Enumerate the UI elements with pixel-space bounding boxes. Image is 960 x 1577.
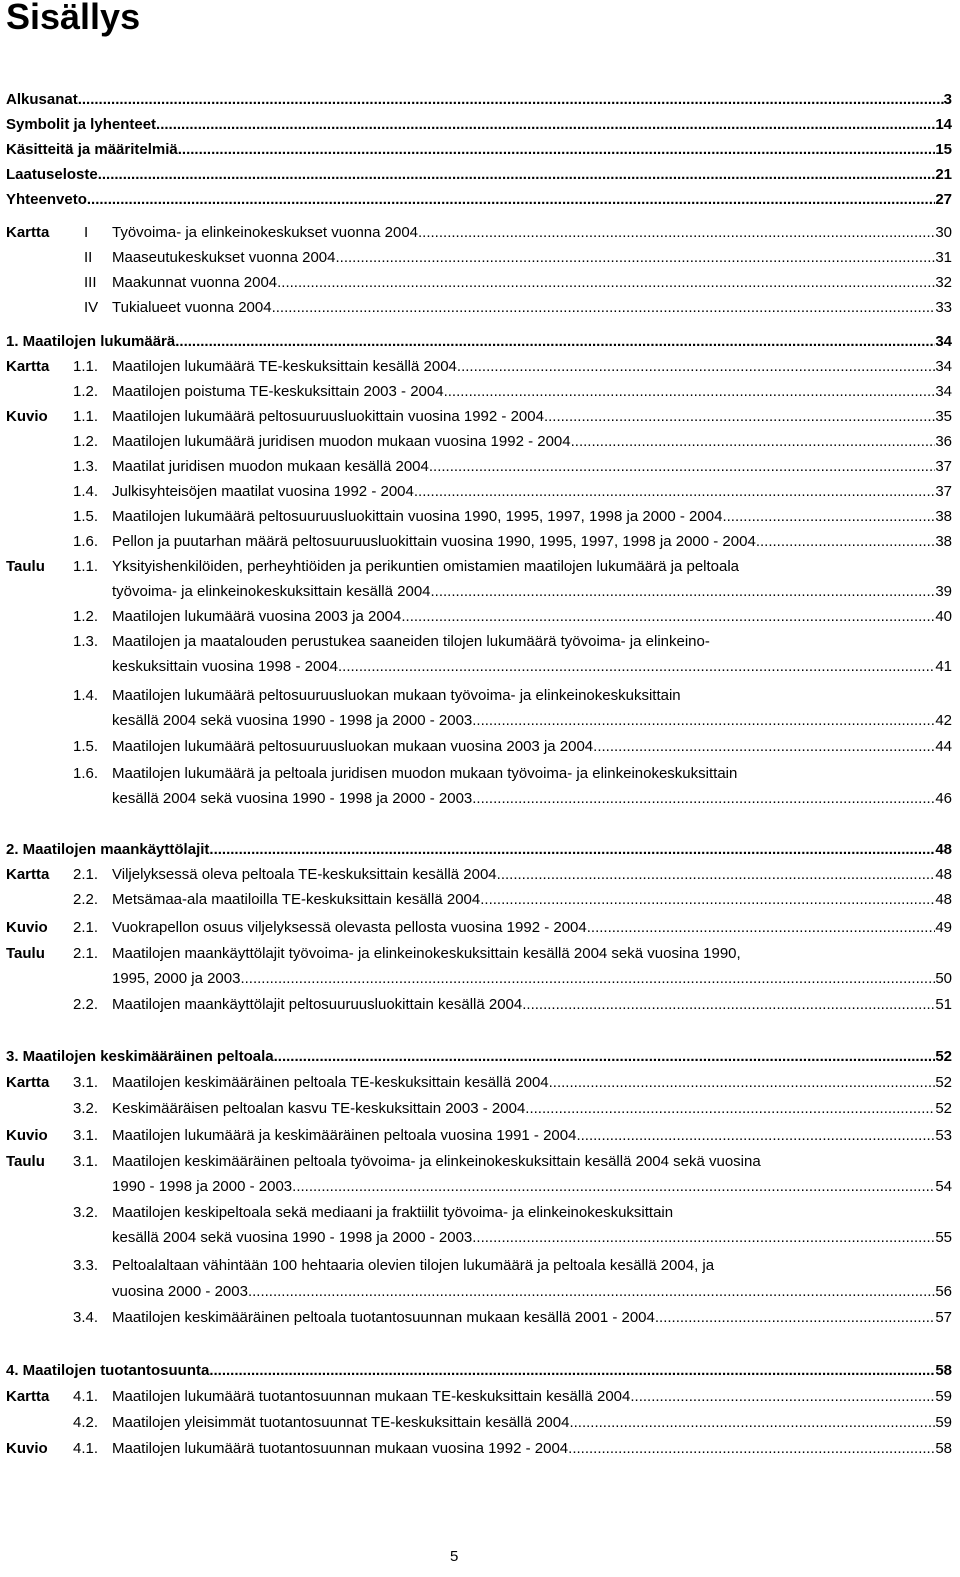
toc-entry-title: Maatilojen keskimääräinen peltoala TE-keskuksittain kesällä 2004 bbox=[112, 1074, 549, 1091]
toc-category: Kartta bbox=[6, 224, 50, 241]
dot-leader bbox=[178, 138, 936, 162]
toc-entry[interactable] bbox=[6, 762, 952, 786]
toc-entry[interactable] bbox=[6, 1175, 952, 1199]
toc-entry-line bbox=[112, 1097, 952, 1121]
toc-category: Taulu bbox=[6, 1153, 45, 1170]
toc-entry[interactable] bbox=[6, 505, 952, 529]
toc-entry[interactable] bbox=[6, 655, 952, 679]
toc-page-number: 41 bbox=[935, 658, 952, 675]
toc-entry-number: 2.2. bbox=[73, 891, 99, 908]
toc-entry[interactable] bbox=[6, 1150, 952, 1174]
toc-entry[interactable] bbox=[6, 330, 952, 354]
toc-page-number: 35 bbox=[935, 408, 952, 425]
toc-entry-title: Maakunnat vuonna 2004 bbox=[112, 274, 278, 291]
toc-entry-number: 3.1. bbox=[73, 1127, 99, 1144]
toc-entry-title: Maatilojen lukumäärä vuosina 2003 ja 2004 bbox=[112, 608, 402, 625]
toc-entry[interactable] bbox=[6, 1385, 952, 1409]
toc-category: Kuvio bbox=[6, 919, 48, 936]
toc-page-number: 37 bbox=[935, 458, 952, 475]
toc-entry-title: Metsämaa-ala maatiloilla TE-keskuksittain kesällä 2004 bbox=[112, 891, 481, 908]
toc-entry[interactable] bbox=[6, 888, 952, 912]
toc-entry[interactable] bbox=[6, 967, 952, 991]
toc-entry-number: III bbox=[84, 274, 97, 291]
toc-entry-title: 3. Maatilojen keskimääräinen peltoala bbox=[6, 1048, 274, 1065]
toc-page-number: 48 bbox=[935, 866, 952, 883]
toc-entry-title: Tukialueet vuonna 2004 bbox=[112, 299, 272, 316]
toc-entry-number: I bbox=[84, 224, 89, 241]
toc-entry-number: 1.4. bbox=[73, 483, 99, 500]
dot-leader bbox=[277, 271, 935, 295]
toc-page-number: 48 bbox=[935, 891, 952, 908]
toc-entry-title: Maatilojen keskipeltoala sekä mediaani ja fraktiilit työvoima- ja elinkeinokeskuksittain bbox=[112, 1204, 674, 1221]
dot-leader bbox=[576, 1124, 935, 1148]
toc-page-number: 34 bbox=[935, 358, 952, 375]
toc-entry[interactable] bbox=[6, 942, 952, 966]
dot-leader bbox=[630, 1385, 935, 1409]
toc-entry[interactable] bbox=[6, 271, 952, 295]
dot-leader bbox=[593, 735, 935, 759]
toc-entry[interactable] bbox=[6, 480, 952, 504]
toc-entry-line bbox=[112, 246, 952, 270]
toc-entry-number: 2.2. bbox=[73, 996, 99, 1013]
dot-leader bbox=[722, 505, 935, 529]
toc-page-number: 58 bbox=[935, 1362, 952, 1379]
toc-entry-line bbox=[112, 405, 952, 429]
toc-entry[interactable] bbox=[6, 113, 952, 137]
toc-entry-number: 4.1. bbox=[73, 1388, 99, 1405]
toc-entry-title: Alkusanat bbox=[6, 91, 78, 108]
toc-entry-line bbox=[112, 296, 952, 320]
toc-entry-line bbox=[112, 1226, 952, 1250]
toc-entry[interactable] bbox=[6, 1124, 952, 1148]
toc-entry-number: 1.3. bbox=[73, 458, 99, 475]
toc-entry-title: Julkisyhteisöjen maatilat vuosina 1992 - 2004 bbox=[112, 483, 414, 500]
toc-category: Kartta bbox=[6, 866, 50, 883]
toc-page-number: 33 bbox=[935, 299, 952, 316]
toc-entry-number: 2.1. bbox=[73, 866, 99, 883]
toc-entry-title: Peltoalaltaan vähintään 100 hehtaaria olevien tilojen lukumäärä ja peltoala kesällä 2004, ja bbox=[112, 1257, 715, 1274]
dot-leader bbox=[480, 888, 935, 912]
dot-leader bbox=[335, 246, 935, 270]
toc-entry-title: 1990 - 1998 ja 2000 - 2003 bbox=[112, 1178, 293, 1195]
toc-entry-line bbox=[6, 188, 952, 212]
dot-leader bbox=[472, 1226, 935, 1250]
toc-page-number: 14 bbox=[935, 116, 952, 133]
page-title: Sisällys bbox=[6, 0, 141, 37]
toc-entry[interactable] bbox=[6, 455, 952, 479]
toc-entry-line bbox=[112, 430, 952, 454]
toc-page-number: 31 bbox=[935, 249, 952, 266]
toc-page-number: 52 bbox=[935, 1048, 952, 1065]
toc-entry[interactable] bbox=[6, 221, 952, 245]
dot-leader bbox=[274, 1045, 936, 1069]
toc-entry-line bbox=[112, 505, 952, 529]
toc-entry-line bbox=[6, 163, 952, 187]
toc-entry[interactable] bbox=[6, 1254, 952, 1278]
toc-entry[interactable] bbox=[6, 1437, 952, 1461]
toc-entry[interactable] bbox=[6, 1411, 952, 1435]
toc-page-number: 52 bbox=[935, 1074, 952, 1091]
toc-entry-number: II bbox=[84, 249, 93, 266]
toc-entry[interactable] bbox=[6, 863, 952, 887]
toc-entry-number: 3.1. bbox=[73, 1153, 99, 1170]
dot-leader bbox=[156, 113, 935, 137]
toc-page-number: 3 bbox=[943, 91, 952, 108]
toc-page-number: 36 bbox=[935, 433, 952, 450]
toc-entry-title: Maatilojen lukumäärä ja peltoala juridisen muodon mukaan työvoima- ja elinkeinokeskuksittain bbox=[112, 765, 738, 782]
dot-leader bbox=[209, 838, 935, 862]
toc-entry-title: Työvoima- ja elinkeinokeskukset vuonna 2004 bbox=[112, 224, 419, 241]
toc-entry-title: Maatilojen lukumäärä peltosuuruusluokittain vuosina 1990, 1995, 1997, 1998 ja 2000 - 2004 bbox=[112, 508, 723, 525]
toc-entry-line bbox=[112, 221, 952, 245]
dot-leader bbox=[338, 655, 935, 679]
toc-page-number: 48 bbox=[935, 841, 952, 858]
dot-leader bbox=[175, 330, 935, 354]
toc-category: Kartta bbox=[6, 1388, 50, 1405]
toc-entry-title: Yksityishenkilöiden, perheyhtiöiden ja perikuntien omistamien maatilojen lukumäärä ja peltoala bbox=[112, 558, 740, 575]
toc-entry-number: 1.2. bbox=[73, 383, 99, 400]
dot-leader bbox=[525, 1097, 935, 1121]
toc-entry-number: 3.1. bbox=[73, 1074, 99, 1091]
toc-entry[interactable] bbox=[6, 735, 952, 759]
toc-page-number: 27 bbox=[935, 191, 952, 208]
toc-entry-title: Maatilojen lukumäärä peltosuuruusluokan mukaan työvoima- ja elinkeinokeskuksittain bbox=[112, 687, 681, 704]
toc-entry-title: Maaseutukeskukset vuonna 2004 bbox=[112, 249, 336, 266]
toc-entry-line bbox=[112, 863, 952, 887]
toc-entry[interactable] bbox=[6, 1071, 952, 1095]
toc-page-number: 39 bbox=[935, 583, 952, 600]
toc-entry[interactable] bbox=[6, 355, 952, 379]
toc-page-number: 49 bbox=[935, 919, 952, 936]
dot-leader bbox=[292, 1175, 935, 1199]
toc-entry-line bbox=[6, 1359, 952, 1383]
toc-entry-title: kesällä 2004 sekä vuosina 1990 - 1998 ja 2000 - 2003 bbox=[112, 712, 473, 729]
toc-entry-title: Symbolit ja lyhenteet bbox=[6, 116, 157, 133]
toc-category: Taulu bbox=[6, 945, 45, 962]
toc-entry-title: Laatuseloste bbox=[6, 166, 98, 183]
toc-entry-number: 1.2. bbox=[73, 433, 99, 450]
toc-entry[interactable] bbox=[6, 1226, 952, 1250]
toc-entry[interactable] bbox=[6, 709, 952, 733]
toc-entry-title: kesällä 2004 sekä vuosina 1990 - 1998 ja 2000 - 2003 bbox=[112, 1229, 473, 1246]
toc-entry-line bbox=[112, 967, 952, 991]
dot-leader bbox=[418, 221, 935, 245]
toc-entry-title: vuosina 2000 - 2003 bbox=[112, 1283, 248, 1300]
toc-entry-line bbox=[112, 1280, 952, 1304]
toc-entry-number: 3.3. bbox=[73, 1257, 99, 1274]
toc-page-number: 57 bbox=[935, 1309, 952, 1326]
toc-entry-title: keskuksittain vuosina 1998 - 2004 bbox=[112, 658, 338, 675]
toc-page-number: 46 bbox=[935, 790, 952, 807]
toc-entry[interactable] bbox=[6, 580, 952, 604]
toc-entry-number: 1.1. bbox=[73, 408, 99, 425]
toc-entry-number: 1.6. bbox=[73, 765, 99, 782]
dot-leader bbox=[472, 787, 935, 811]
toc-entry-number: 1.1. bbox=[73, 358, 99, 375]
toc-page-number: 55 bbox=[935, 1229, 952, 1246]
dot-leader bbox=[544, 405, 935, 429]
toc-entry-title: 1995, 2000 ja 2003 bbox=[112, 970, 241, 987]
toc-page-number: 15 bbox=[935, 141, 952, 158]
toc-entry-title: Maatilojen lukumäärä peltosuuruusluokan mukaan vuosina 2003 ja 2004 bbox=[112, 738, 594, 755]
toc-entry-line bbox=[112, 271, 952, 295]
toc-entry-line bbox=[112, 1437, 952, 1461]
toc-entry-title: Käsitteitä ja määritelmiä bbox=[6, 141, 178, 158]
toc-entry-line bbox=[112, 993, 952, 1017]
toc-entry-line bbox=[112, 888, 952, 912]
toc-page-number: 34 bbox=[935, 383, 952, 400]
toc-entry-title: Maatilojen ja maatalouden perustukea saaneiden tilojen lukumäärä työvoima- ja elinkeino- bbox=[112, 633, 710, 650]
toc-entry-title: Yhteenveto bbox=[6, 191, 87, 208]
toc-entry-title: Maatilojen lukumäärä tuotantosuunnan mukaan vuosina 1992 - 2004 bbox=[112, 1440, 569, 1457]
toc-category: Kuvio bbox=[6, 1127, 48, 1144]
toc-entry-number: 2.1. bbox=[73, 945, 99, 962]
toc-entry-number: 1.6. bbox=[73, 533, 99, 550]
toc-page-number: 44 bbox=[935, 738, 952, 755]
toc-entry-line bbox=[112, 1071, 952, 1095]
toc-page-number: 32 bbox=[935, 274, 952, 291]
toc-page-number: 50 bbox=[935, 970, 952, 987]
toc-page-number: 54 bbox=[935, 1178, 952, 1195]
dot-leader bbox=[429, 455, 935, 479]
toc-page-number: 53 bbox=[935, 1127, 952, 1144]
toc-entry-line bbox=[6, 838, 952, 862]
toc-entry-number: 3.2. bbox=[73, 1204, 99, 1221]
toc-entry-title: Maatilojen keskimääräinen peltoala työvoima- ja elinkeinokeskuksittain kesällä 2004 sekä vuosina bbox=[112, 1153, 761, 1170]
dot-leader bbox=[431, 580, 936, 604]
dot-leader bbox=[587, 916, 936, 940]
toc-entry[interactable] bbox=[6, 430, 952, 454]
toc-page-number: 38 bbox=[935, 533, 952, 550]
toc-entry-number: 1.5. bbox=[73, 508, 99, 525]
toc-entry[interactable] bbox=[6, 1201, 952, 1225]
dot-leader bbox=[401, 605, 935, 629]
dot-leader bbox=[568, 1437, 935, 1461]
toc-entry[interactable] bbox=[6, 605, 952, 629]
toc-entry[interactable] bbox=[6, 246, 952, 270]
toc-entry[interactable] bbox=[6, 296, 952, 320]
toc-entry[interactable] bbox=[6, 405, 952, 429]
toc-entry[interactable] bbox=[6, 1097, 952, 1121]
toc-entry-line bbox=[112, 1175, 952, 1199]
toc-entry-number: 1.2. bbox=[73, 608, 99, 625]
toc-page-number: 59 bbox=[935, 1414, 952, 1431]
dot-leader bbox=[240, 967, 935, 991]
toc-entry-title: Maatilojen lukumäärä peltosuuruusluokittain vuosina 1992 - 2004 bbox=[112, 408, 544, 425]
toc-entry-line bbox=[6, 113, 952, 137]
toc-entry-title: Maatilojen keskimääräinen peltoala tuotantosuunnan mukaan kesällä 2001 - 2004 bbox=[112, 1309, 655, 1326]
toc-entry-title: Vuokrapellon osuus viljelyksessä olevasta pellosta vuosina 1992 - 2004 bbox=[112, 919, 587, 936]
toc-page-number: 59 bbox=[935, 1388, 952, 1405]
toc-entry-number: 4.1. bbox=[73, 1440, 99, 1457]
toc-page-number: 42 bbox=[935, 712, 952, 729]
toc-entry-line bbox=[6, 330, 952, 354]
dot-leader bbox=[272, 296, 936, 320]
toc-entry-number: 3.4. bbox=[73, 1309, 99, 1326]
toc-page-number: 52 bbox=[935, 1100, 952, 1117]
toc-entry-line bbox=[112, 1124, 952, 1148]
toc-entry-line bbox=[112, 455, 952, 479]
dot-leader bbox=[248, 1280, 935, 1304]
toc-page-number: 40 bbox=[935, 608, 952, 625]
toc-entry-title: 1. Maatilojen lukumäärä bbox=[6, 333, 176, 350]
toc-entry[interactable] bbox=[6, 684, 952, 708]
toc-entry-line bbox=[6, 88, 952, 112]
toc-entry[interactable] bbox=[6, 838, 952, 862]
dot-leader bbox=[655, 1306, 935, 1330]
toc-page-number: 30 bbox=[935, 224, 952, 241]
toc-entry[interactable] bbox=[6, 138, 952, 162]
toc-entry-title: Maatilojen lukumäärä tuotantosuunnan mukaan TE-keskuksittain kesällä 2004 bbox=[112, 1388, 631, 1405]
dot-leader bbox=[98, 163, 936, 187]
dot-leader bbox=[87, 188, 935, 212]
toc-entry-title: kesällä 2004 sekä vuosina 1990 - 1998 ja 2000 - 2003 bbox=[112, 790, 473, 807]
toc-entry[interactable] bbox=[6, 630, 952, 654]
toc-entry[interactable] bbox=[6, 1045, 952, 1069]
toc-entry-line bbox=[112, 1306, 952, 1330]
toc-entry-number: 2.1. bbox=[73, 919, 99, 936]
toc-entry-line bbox=[112, 355, 952, 379]
toc-category: Kuvio bbox=[6, 1440, 48, 1457]
toc-entry-line bbox=[112, 916, 952, 940]
toc-page-number: 37 bbox=[935, 483, 952, 500]
toc-entry-line bbox=[112, 580, 952, 604]
toc-entry-line bbox=[112, 380, 952, 404]
toc-entry-title: Maatilojen lukumäärä ja keskimääräinen peltoala vuosina 1991 - 2004 bbox=[112, 1127, 577, 1144]
toc-page-number: 58 bbox=[935, 1440, 952, 1457]
toc-entry[interactable] bbox=[6, 530, 952, 554]
toc-entry-line bbox=[6, 138, 952, 162]
toc-entry[interactable] bbox=[6, 188, 952, 212]
toc-entry-line bbox=[112, 787, 952, 811]
toc-entry-line bbox=[112, 709, 952, 733]
dot-leader bbox=[472, 709, 935, 733]
toc-entry-number: IV bbox=[84, 299, 99, 316]
toc-category: Kartta bbox=[6, 358, 50, 375]
toc-entry-title: Pellon ja puutarhan määrä peltosuuruusluokittain vuosina 1990, 1995, 1997, 1998 ja 2000 - 2004 bbox=[112, 533, 756, 550]
toc-entry-line bbox=[6, 1045, 952, 1069]
dot-leader bbox=[78, 88, 944, 112]
dot-leader bbox=[457, 355, 935, 379]
dot-leader bbox=[209, 1359, 935, 1383]
toc-entry[interactable] bbox=[6, 163, 952, 187]
toc-entry-number: 1.3. bbox=[73, 633, 99, 650]
page-number: 5 bbox=[450, 1548, 459, 1565]
toc-entry-number: 1.1. bbox=[73, 558, 99, 575]
dot-leader bbox=[571, 430, 936, 454]
toc-entry[interactable] bbox=[6, 1306, 952, 1330]
toc-page-number: 56 bbox=[935, 1283, 952, 1300]
toc-entry-title: Maatilojen lukumäärä TE-keskuksittain kesällä 2004 bbox=[112, 358, 457, 375]
toc-entry[interactable] bbox=[6, 380, 952, 404]
toc-category: Kuvio bbox=[6, 408, 48, 425]
toc-entry-line bbox=[112, 530, 952, 554]
toc-entry-number: 4.2. bbox=[73, 1414, 99, 1431]
toc-entry[interactable] bbox=[6, 993, 952, 1017]
toc-entry-title: Maatilojen yleisimmät tuotantosuunnat TE-keskuksittain kesällä 2004 bbox=[112, 1414, 570, 1431]
toc-entry-line bbox=[112, 480, 952, 504]
toc-entry-title: Maatilojen lukumäärä juridisen muodon mukaan vuosina 1992 - 2004 bbox=[112, 433, 571, 450]
toc-entry-number: 1.4. bbox=[73, 687, 99, 704]
toc-entry-title: Maatilojen maankäyttölajit peltosuuruusluokittain kesällä 2004 bbox=[112, 996, 523, 1013]
toc-entry-title: Viljelyksessä oleva peltoala TE-keskuksittain kesällä 2004 bbox=[112, 866, 497, 883]
dot-leader bbox=[569, 1411, 935, 1435]
dot-leader bbox=[756, 530, 936, 554]
toc-entry[interactable] bbox=[6, 916, 952, 940]
toc-category: Taulu bbox=[6, 558, 45, 575]
toc-entry[interactable] bbox=[6, 787, 952, 811]
dot-leader bbox=[414, 480, 935, 504]
toc-entry-title: Maatilojen maankäyttölajit työvoima- ja elinkeinokeskuksittain kesällä 2004 sekä vuosina 1990, bbox=[112, 945, 741, 962]
dot-leader bbox=[522, 993, 935, 1017]
toc-entry-line bbox=[112, 1385, 952, 1409]
dot-leader bbox=[444, 380, 936, 404]
toc-entry-number: 3.2. bbox=[73, 1100, 99, 1117]
toc-entry[interactable] bbox=[6, 88, 952, 112]
toc-page-number: 51 bbox=[935, 996, 952, 1013]
toc-entry-line bbox=[112, 655, 952, 679]
dot-leader bbox=[549, 1071, 936, 1095]
toc-entry-title: työvoima- ja elinkeinokeskuksittain kesällä 2004 bbox=[112, 583, 431, 600]
toc-entry-number: 1.5. bbox=[73, 738, 99, 755]
toc-entry-title: Keskimääräisen peltoalan kasvu TE-keskuksittain 2003 - 2004 bbox=[112, 1100, 526, 1117]
toc-entry-line bbox=[112, 1411, 952, 1435]
toc-entry-title: Maatilat juridisen muodon mukaan kesällä 2004 bbox=[112, 458, 429, 475]
toc-page-number: 38 bbox=[935, 508, 952, 525]
toc-page-number: 21 bbox=[935, 166, 952, 183]
toc-category: Kartta bbox=[6, 1074, 50, 1091]
toc-entry-title: Maatilojen poistuma TE-keskuksittain 2003 - 2004 bbox=[112, 383, 444, 400]
toc-page-number: 34 bbox=[935, 333, 952, 350]
dot-leader bbox=[497, 863, 936, 887]
toc-entry[interactable] bbox=[6, 555, 952, 579]
toc-entry[interactable] bbox=[6, 1280, 952, 1304]
toc-entry-title: 2. Maatilojen maankäyttölajit bbox=[6, 841, 210, 858]
toc-entry[interactable] bbox=[6, 1359, 952, 1383]
toc-entry-line bbox=[112, 605, 952, 629]
toc-entry-title: 4. Maatilojen tuotantosuunta bbox=[6, 1362, 210, 1379]
toc-entry-line bbox=[112, 735, 952, 759]
